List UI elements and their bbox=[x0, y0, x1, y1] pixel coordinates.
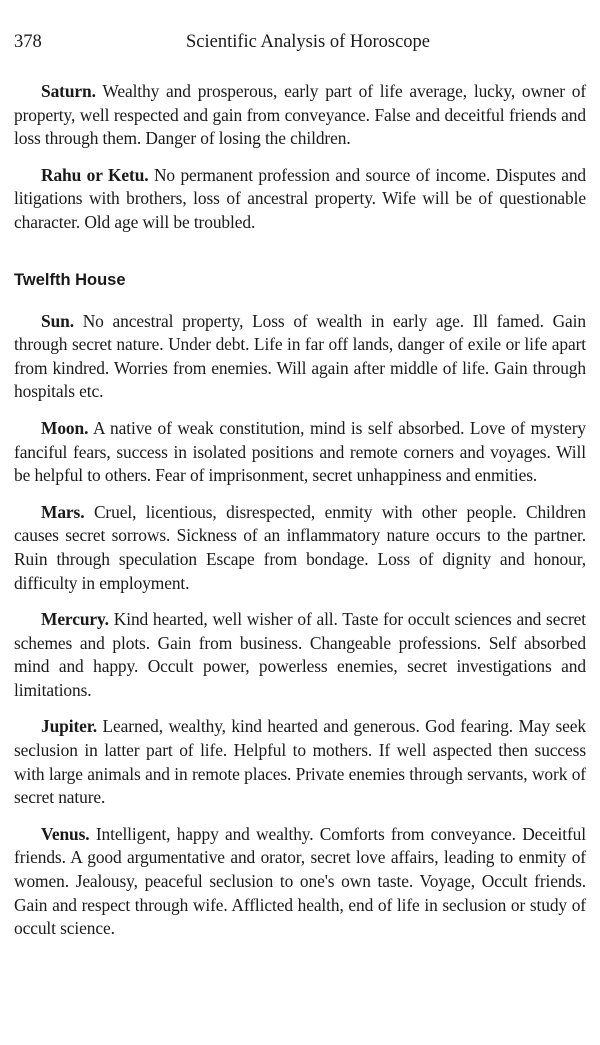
entry-mars bbox=[14, 501, 586, 595]
planet-name: Jupiter. bbox=[41, 716, 98, 737]
running-title: Scientific Analysis of Horoscope bbox=[185, 32, 431, 52]
entry-saturn bbox=[14, 80, 586, 151]
entry-sun bbox=[14, 310, 586, 404]
planet-name: Saturn. bbox=[41, 81, 96, 101]
page-content bbox=[14, 80, 586, 954]
planet-name: Mercury. bbox=[41, 609, 109, 630]
planet-name: Venus. bbox=[41, 823, 90, 844]
planet-name: Sun. bbox=[41, 310, 74, 331]
section-heading: Twelfth House bbox=[14, 270, 126, 289]
planet-name: Moon. bbox=[41, 417, 89, 438]
entry-text: A native of weak constitution, mind is self absorbed. Love of mystery fanciful fears, success in isolated positions and remote corners and voyages. Will be helpful to others. Fear of imprisonment, secret unhappiness and enmities. bbox=[14, 417, 586, 486]
planet-name: Rahu or Ketu. bbox=[41, 164, 149, 185]
page-header bbox=[14, 32, 586, 58]
entry-text: Cruel, licentious, disrespected, enmity with other people. Children causes secret sorrows. Sickness of an inflammatory nature occurs to the partner. Ruin through speculation Escape from bondage. Loss of dignity and honour, difficulty in employment. bbox=[14, 501, 587, 593]
entry-mercury bbox=[14, 608, 586, 702]
entry-venus bbox=[14, 823, 586, 941]
entry-text: No ancestral property, Loss of wealth in early age. Ill famed. Gain through secret nature. Under debt. Life in far off lands, danger of exile or life apart from kindred. Worries from enemies. Will again after middle of life. Gain through hospitals etc. bbox=[14, 310, 586, 402]
page-number: 378 bbox=[14, 32, 42, 52]
planet-name: Mars. bbox=[41, 501, 85, 522]
entry-moon bbox=[14, 417, 586, 488]
entry-text: Kind hearted, well wisher of all. Taste for occult sciences and secret schemes and plots. Gain from business. Changeable professions. Self absorbed mind and happy. Occult power, powerless enemies, secret investigations and limitations. bbox=[14, 609, 587, 700]
entry-rahu-ketu bbox=[14, 164, 586, 235]
entry-text: Wealthy and prosperous, early part of life average, lucky, owner of property, well respected and gain from conveyance. False and deceitful friends and loss through them. Danger of losing the children. bbox=[14, 81, 587, 149]
entry-text: No permanent profession and source of income. Disputes and litigations with brothers, loss of ancestral property. Wife will be of questionable character. Old age will be troubled. bbox=[14, 164, 587, 232]
entry-text: Intelligent, happy and wealthy. Comforts from conveyance. Deceitful friends. A good argumentative and orator, secret love affairs, leading to enmity of women. Jealousy, peaceful seclusion to one's own taste. Voyage, Occult friends. Gain and respect through wife. Afflicted health, end of life in seclusion or study of occult science. bbox=[14, 823, 586, 939]
entry-jupiter bbox=[14, 715, 586, 809]
entry-text: Learned, wealthy, kind hearted and generous. God fearing. May seek seclusion in latter part of life. Helpful to mothers. If well aspected then success with large animals and in remote places. Private enemies through servants, work of secret nature. bbox=[14, 716, 587, 808]
